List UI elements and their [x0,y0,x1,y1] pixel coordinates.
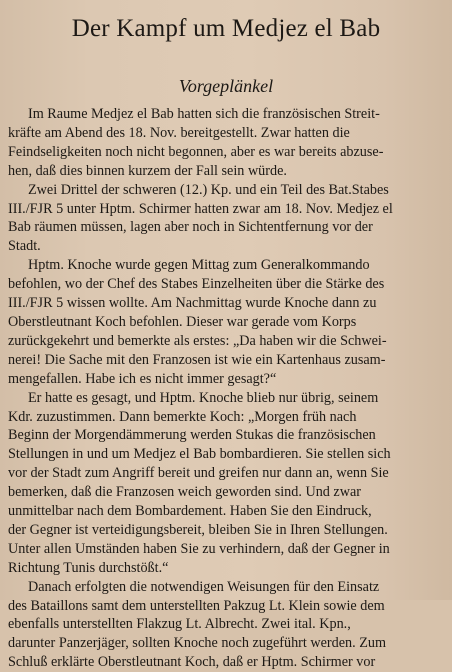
paragraph [8,105,438,181]
text-line: Hptm. Knoche wurde gegen Mittag zum Generalkommando [28,257,370,274]
paragraph [8,256,438,388]
text-line: Richtung Tunis durchstößt.“ [8,559,169,576]
text-line: Danach erfolgten die notwendigen Weisungen für den Einsatz [28,578,380,595]
text-line: Oberstleutnant Koch befohlen. Dieser war gerade vom Korps [8,313,357,330]
paragraph [8,389,438,578]
text-line: befohlen, wo der Chef des Stabes Einzelheiten über die Stärke des [8,276,385,293]
text-line: Bab räumen müssen, lagen aber noch in Sichtentfernung vor der [8,219,373,236]
text-line: Er hatte es gesagt, und Hptm. Knoche blieb nur übrig, seinem [28,389,379,406]
text-line: zurückgekehrt und bemerkte als erstes: „Da haben wir die Schwei- [8,332,387,349]
text-line: ebenfalls unterstellten Flakzug Lt. Albrecht. Zwei ital. Kpn., [8,616,351,633]
text-line: unmittelbar nach dem Bombardement. Haben Sie den Eindruck, [8,503,372,520]
text-line: Im Raume Medjez el Bab hatten sich die französischen Streit- [28,106,380,122]
text-line: Kdr. zuzustimmen. Dann bemerkte Koch: „Morgen früh nach [8,408,357,425]
text-line: Beginn der Morgendämmerung werden Stukas die französischen [8,427,376,444]
text-line: Schluß erklärte Oberstleutnant Koch, daß er Hptm. Schirmer vor [8,654,376,671]
text-line: des Bataillons samt dem unterstellten Pakzug Lt. Klein sowie dem [8,597,385,614]
text-line: III./FJR 5 wissen wollte. Am Nachmittag wurde Knoche dann zu [8,295,377,312]
chapter-title: Der Kampf um Medjez el Bab [71,15,381,42]
text-line: kräfte am Abend des 18. Nov. bereitgestellt. Zwar hatten die [8,124,350,141]
text-line: Unter allen Umständen haben Sie zu verhindern, daß der Gegner in [8,540,390,557]
text-line: vor der Stadt zum Angriff bereit und greifen nur dann an, wenn Sie [8,465,389,482]
body-text [8,105,438,672]
text-line: Zwei Drittel der schweren (12.) Kp. und ein Teil des Bat.Stabes [28,181,389,198]
text-line: mengefallen. Habe ich es nicht immer gesagt?“ [8,370,277,387]
text-line: nerei! Die Sache mit den Franzosen ist wie ein Kartenhaus zusam- [8,351,386,368]
text-line: Stadt. [8,238,41,255]
text-line: darunter Panzerjäger, sollten Knoche noch zugeführt werden. Zum [8,635,387,652]
paragraph [8,578,438,672]
text-line: Feindseligkeiten noch nicht begonnen, aber es war bereits abzuse- [8,143,384,160]
paragraph [8,181,438,257]
text-line: bemerken, daß die Franzosen weich geworden sind. Und zwar [8,484,361,501]
text-line: III./FJR 5 unter Hptm. Schirmer hatten zwar am 18. Nov. Medjez el [8,200,393,217]
text-line: Stellungen in und um Medjez el Bab bombardieren. Sie stellen sich [8,446,391,463]
section-title: Vorgeplänkel [178,76,274,96]
text-line: der Gegner ist verteidigungsbereit, bleiben Sie in Ihren Stellungen. [8,521,388,538]
text-line: hen, daß dies binnen kurzem der Fall sein würde. [8,162,287,179]
